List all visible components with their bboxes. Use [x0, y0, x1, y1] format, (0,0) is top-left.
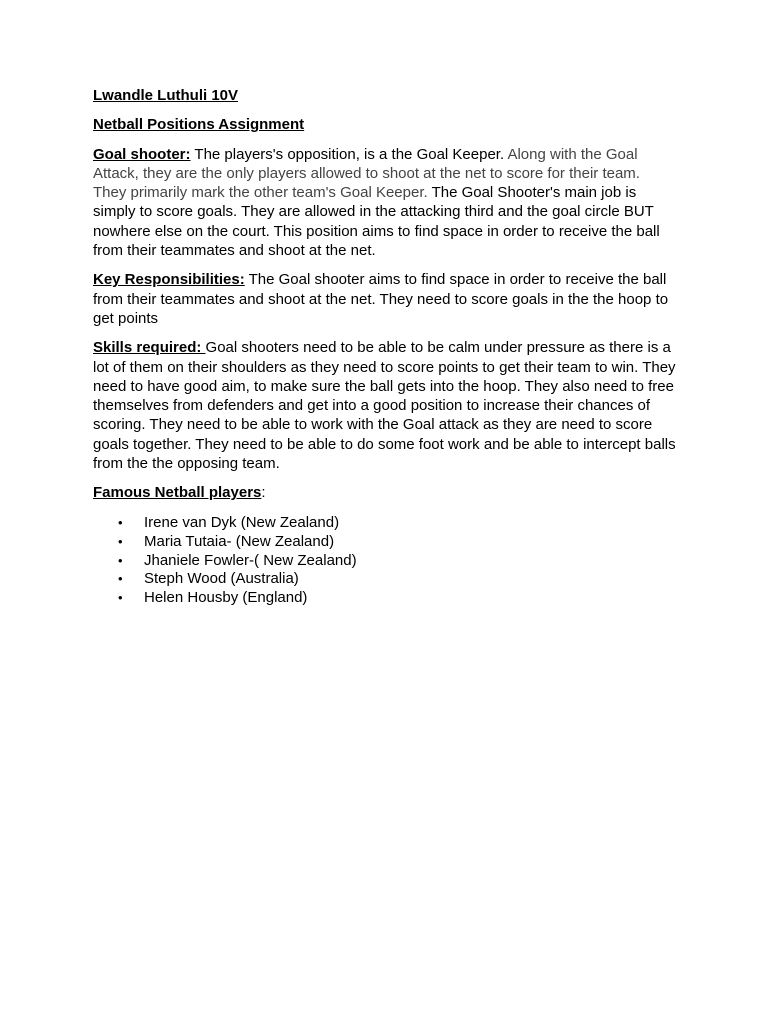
- famous-players-list: [93, 513, 677, 606]
- bullet-icon: •: [118, 534, 123, 550]
- goal-shooter-text-2: Along with the Goal Attack, they are the only players allowed to shoot at the net to score for their team. They primarily mark the other team's Goal Keeper.: [93, 145, 640, 202]
- key-responsibilities-paragraph: [93, 270, 677, 328]
- list-item: [93, 589, 677, 606]
- assignment-title: Netball Positions Assignment: [93, 116, 305, 134]
- bullet-icon: •: [118, 514, 123, 530]
- player-name: Helen Housby (England): [144, 588, 308, 606]
- famous-players-heading: [93, 483, 677, 502]
- bullet-icon: •: [118, 571, 123, 587]
- key-responsibilities-text: The Goal shooter aims to find space in order to receive the ball from their teammates and shoot at the net. They need to score goals in the the hoop to get points: [93, 271, 669, 327]
- list-item: [93, 533, 677, 550]
- list-item: [93, 552, 677, 569]
- famous-players-label: Famous Netball players: [93, 484, 262, 502]
- player-name: Steph Wood (Australia): [144, 570, 299, 588]
- goal-shooter-text-1: The players's opposition, is a the Goal Keeper.: [190, 145, 508, 163]
- bullet-icon: •: [118, 589, 123, 605]
- famous-players-suffix: :: [261, 484, 266, 502]
- skills-required-label: Skills required:: [93, 339, 206, 357]
- player-name: Jhaniele Fowler-( New Zealand): [144, 551, 357, 569]
- player-name: Irene van Dyk (New Zealand): [144, 513, 340, 531]
- goal-shooter-text-3: The Goal Shooter's main job is simply to score goals. They are allowed in the attacking third and the goal circle BUT nowhere else on the court. This position aims to find space in order to receive the ball from their teammates and shoot at the net.: [93, 184, 660, 260]
- skills-required-text: Goal shooters need to be able to be calm under pressure as there is a lot of them on their shoulders as they need to score points to get their team to win. They need to have good aim, to make sure the ball gets into the hoop. They also need to free themselves from defenders and get into a good position to increase their chances of scoring. They need to be able to work with the Goal attack as they are need to score goals together. They need to be able to do some foot work and be able to intercept balls from the the opposing team.: [93, 339, 676, 473]
- document-page: [93, 86, 677, 607]
- key-responsibilities-label: Key Responsibilities:: [93, 271, 245, 289]
- author-line: Lwandle Luthuli 10V: [93, 87, 239, 104]
- skills-required-paragraph: [93, 338, 677, 473]
- list-item: [93, 570, 677, 587]
- bullet-icon: •: [118, 552, 123, 568]
- goal-shooter-label: Goal shooter:: [93, 145, 191, 163]
- list-item: [93, 513, 677, 532]
- goal-shooter-paragraph: [93, 145, 677, 261]
- player-name: Maria Tutaia- (New Zealand): [144, 533, 335, 551]
